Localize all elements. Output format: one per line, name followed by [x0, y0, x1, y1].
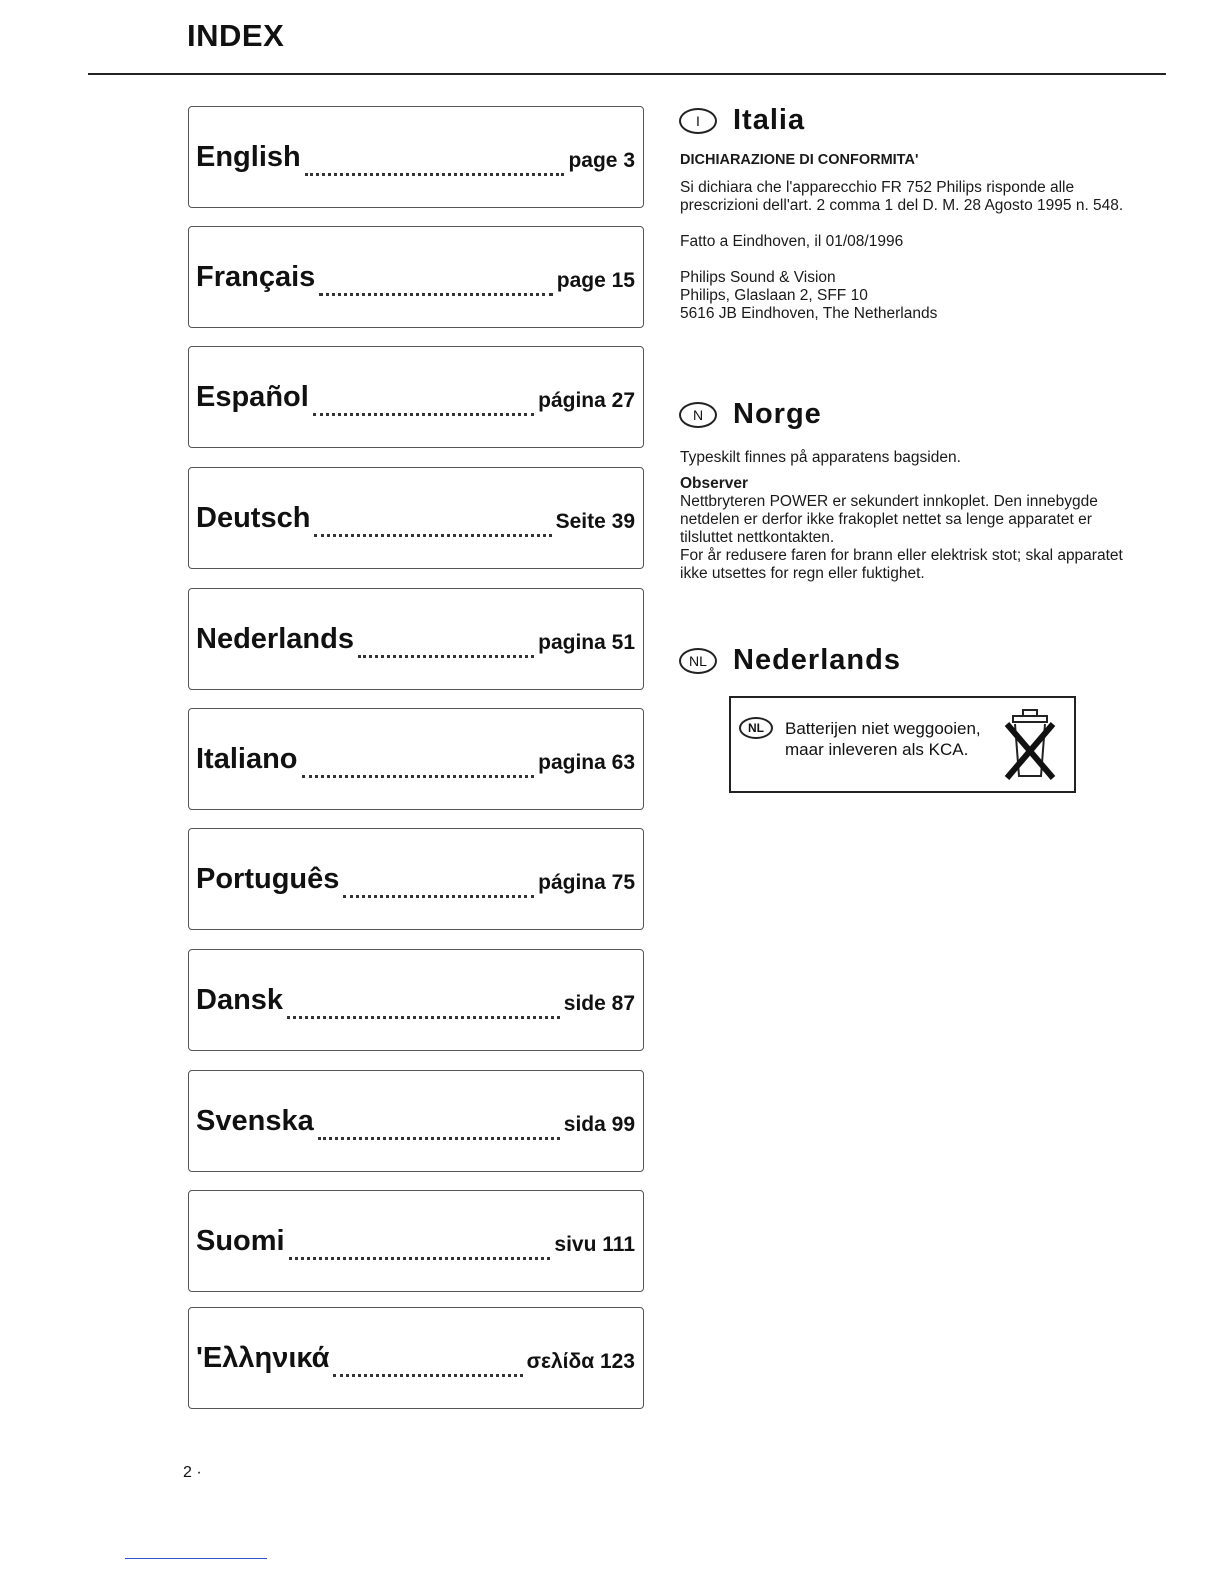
- index-entry-espanol: [188, 346, 644, 448]
- index-language: Suomi: [196, 1224, 285, 1257]
- index-entry-francais: [188, 226, 644, 328]
- country-name: Italia: [733, 104, 806, 136]
- index-entry-nederlands: [188, 588, 644, 690]
- index-entry-dansk: [188, 949, 644, 1051]
- country-code-badge: I: [679, 108, 717, 134]
- page-title: INDEX: [187, 18, 285, 53]
- battery-text-line: maar inleveren als KCA.: [785, 740, 969, 759]
- dot-leader: [314, 512, 551, 537]
- index-page: sivu 111: [554, 1233, 635, 1256]
- index-entry-svenska: [188, 1070, 644, 1172]
- dot-leader: [358, 633, 534, 658]
- index-entry-english: [188, 106, 644, 208]
- norge-typeskilt: Typeskilt finnes på apparatens bagsiden.: [680, 449, 961, 466]
- page-number: 2 ·: [183, 1464, 202, 1481]
- index-language: 'Ελληνικά: [196, 1341, 330, 1374]
- index-language: Français: [196, 260, 316, 293]
- index-page: page 15: [556, 269, 635, 292]
- italia-heading: [679, 104, 805, 137]
- country-code-badge: NL: [739, 717, 773, 739]
- italia-section: [680, 151, 1140, 323]
- italia-address-line: Philips Sound & Vision: [680, 269, 836, 286]
- italia-declaration-heading: DICHIARAZIONE DI CONFORMITA': [680, 152, 919, 168]
- index-page: Seite 39: [555, 510, 635, 533]
- norge-section: [680, 449, 1140, 583]
- dot-leader: [318, 1115, 560, 1140]
- italia-declaration-text: Si dichiara che l'apparecchio FR 752 Philips risponde alle prescrizioni dell'art. 2 comma 1 del D. M. 28 Agosto 1995 n. 548.: [680, 179, 1124, 214]
- country-name: Norge: [733, 398, 822, 430]
- index-language: Dansk: [196, 983, 284, 1016]
- title-divider: [88, 73, 1166, 75]
- index-entry-deutsch: [188, 467, 644, 569]
- dot-leader: [313, 391, 534, 416]
- index-entry-ellinika: [188, 1307, 644, 1409]
- dot-leader: [305, 151, 565, 176]
- battery-disposal-notice: [729, 696, 1076, 793]
- index-language: Português: [196, 862, 340, 895]
- index-page: pagina 51: [538, 631, 635, 654]
- country-name: Nederlands: [733, 644, 901, 676]
- italia-place-date: Fatto a Eindhoven, il 01/08/1996: [680, 233, 904, 250]
- index-language: Nederlands: [196, 622, 354, 655]
- dot-leader: [319, 271, 552, 296]
- norge-observer-label: Observer: [680, 475, 749, 492]
- index-language: English: [196, 140, 301, 173]
- index-language: Deutsch: [196, 501, 311, 534]
- index-language: Svenska: [196, 1104, 314, 1137]
- index-page: page 3: [568, 149, 635, 172]
- dot-leader: [287, 994, 560, 1019]
- italia-address-line: Philips, Glaslaan 2, SFF 10: [680, 287, 868, 304]
- battery-text-line: Batterijen niet weggooien,: [785, 719, 981, 738]
- country-code-badge: N: [679, 402, 717, 428]
- index-language: Italiano: [196, 742, 298, 775]
- dot-leader: [333, 1352, 522, 1377]
- index-page: pagina 63: [538, 751, 635, 774]
- norge-heading: [679, 398, 822, 431]
- index-entry-italiano: [188, 708, 644, 810]
- nederlands-heading: [679, 644, 901, 677]
- dot-leader: [289, 1235, 551, 1260]
- dot-leader: [302, 753, 535, 778]
- italia-address-line: 5616 JB Eindhoven, The Netherlands: [680, 305, 938, 322]
- index-page: side 87: [563, 992, 635, 1015]
- index-language: Español: [196, 380, 309, 413]
- index-entry-suomi: [188, 1190, 644, 1292]
- index-page: página 75: [538, 871, 635, 894]
- norge-warning-text: For år redusere faren for brann eller elektrisk stot; skal apparatet ikke utsettes for regn eller fuktighet.: [680, 547, 1123, 582]
- dot-leader: [343, 873, 534, 898]
- index-page: sida 99: [563, 1113, 635, 1136]
- footer-rule: [125, 1558, 267, 1559]
- norge-observer-text: Nettbryteren POWER er sekundert innkoplet. Den innebygde netdelen er derfor ikke frakoplet nettet sa lenge apparatet er tilsluttet nettkontakten.: [680, 493, 1098, 546]
- index-page: página 27: [538, 389, 635, 412]
- country-code-badge: NL: [679, 648, 717, 674]
- index-page: σελίδα 123: [526, 1350, 635, 1373]
- index-entry-portugues: [188, 828, 644, 930]
- battery-disposal-text: [785, 718, 981, 760]
- crossed-bin-icon: [999, 706, 1061, 784]
